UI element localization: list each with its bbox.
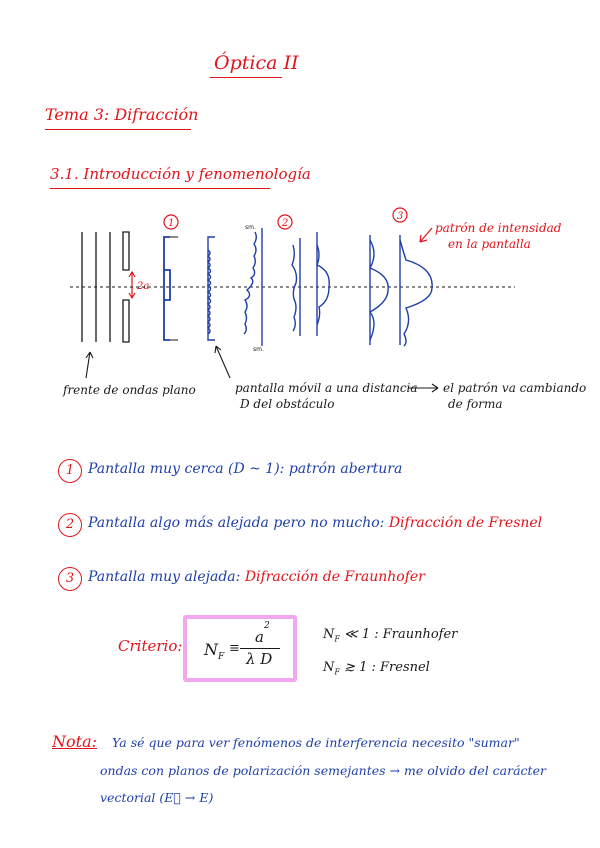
page-title: Óptica II (214, 52, 299, 74)
tema-underline (45, 129, 191, 130)
diagram-num-1: 1 (168, 218, 175, 229)
case-2-result: Difracción de Fresnel (388, 515, 543, 531)
case-3-number: 3 (58, 567, 82, 591)
condition-fraunhofer: $N_F$ ≪ 1 : Fraunhofer (323, 627, 458, 644)
formula-denominator: λ D (246, 650, 273, 668)
case-2-number: 2 (58, 513, 82, 537)
diffraction-diagram (0, 200, 600, 425)
nota-label: Nota: (52, 732, 97, 751)
section-underline (50, 188, 270, 189)
nota-line-3: vectorial (E⃗ → E) (100, 790, 214, 805)
criterio-label: Criterio: (118, 637, 183, 655)
screen-7 (400, 235, 432, 346)
diagram-num-3: 3 (397, 211, 404, 222)
screen-arrow (215, 346, 230, 378)
screen-1 (164, 237, 178, 340)
case-3-text (88, 569, 425, 585)
label-2a: 2a (137, 281, 150, 292)
diagram-num-2: 2 (282, 218, 289, 229)
annot-front: frente de ondas plano (63, 383, 196, 397)
sm-top: sm. (245, 224, 256, 231)
case-2-text (88, 515, 542, 531)
screen-2 (208, 237, 215, 340)
screen-5 (317, 232, 329, 336)
annot-pattern-arrow (420, 228, 432, 242)
sm-bottom: sm. (253, 346, 264, 353)
case-1-number: 1 (58, 459, 82, 483)
annot-screen-l1: pantalla móvil a una distancia (235, 381, 418, 395)
formula-lhs: $N_F$ (204, 640, 225, 663)
tema-heading: Tema 3: Difracción (45, 105, 199, 124)
nota-line-1: Ya sé que para ver fenómenos de interferencia necesito "sumar" (112, 735, 520, 750)
annot-change-l2: de forma (448, 397, 503, 411)
aperture-marker (129, 272, 135, 298)
annot-pattern-l1: patrón de intensidad (435, 221, 562, 235)
fraction-bar (240, 648, 280, 649)
case-1-desc: Pantalla muy cerca (D ~ 1): (88, 461, 285, 477)
section-heading: 3.1. Introducción y fenomenología (50, 165, 311, 183)
case-3-result: Difracción de Fraunhofer (244, 569, 425, 585)
annot-screen-l2: D del obstáculo (240, 397, 335, 411)
case-2-desc: Pantalla algo más alejada pero no mucho: (88, 515, 385, 531)
case-1-result: patrón abertura (288, 461, 403, 477)
screen-6 (370, 235, 388, 345)
nota-line-2: ondas con planos de polarización semejantes → me olvido del carácter (100, 763, 546, 778)
annot-change-l1: el patrón va cambiando (443, 381, 587, 395)
case-1-text (88, 461, 402, 477)
formula-numerator: $a^2$ (255, 621, 270, 646)
formula-eq: ≡ (229, 641, 240, 656)
annot-pattern-l2: en la pantalla (448, 237, 531, 251)
title-underline (210, 77, 282, 78)
case-3-desc: Pantalla muy alejada: (88, 569, 241, 585)
condition-fresnel: $N_F$ ≳ 1 : Fresnel (323, 660, 430, 677)
front-arrow (86, 352, 93, 378)
